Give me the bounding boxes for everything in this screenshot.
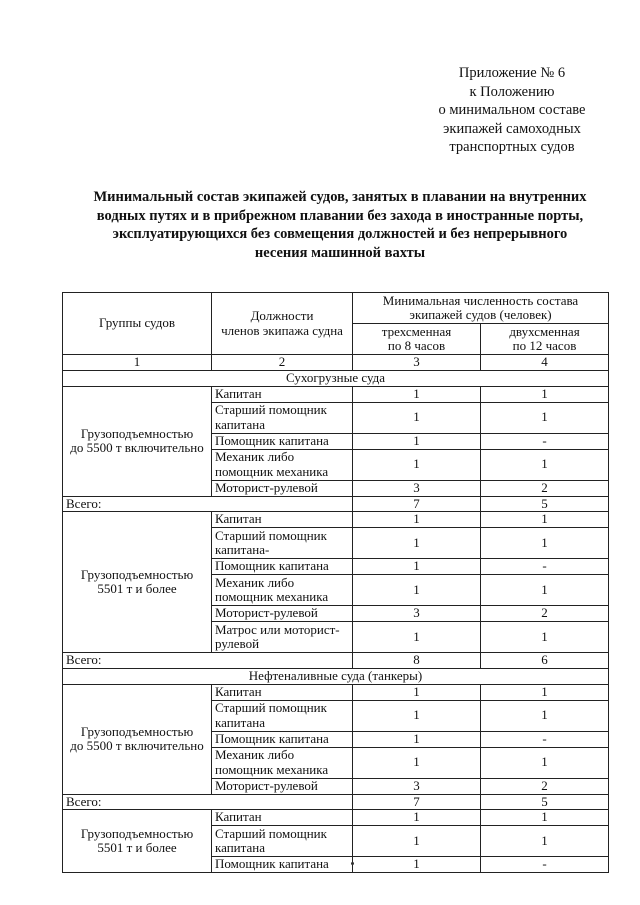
position-cell: Капитан bbox=[212, 512, 353, 528]
title-line: несения машинной вахты bbox=[254, 244, 426, 261]
two-shift-count: 1 bbox=[481, 386, 609, 402]
two-shift-count: 1 bbox=[481, 402, 609, 433]
three-shift-count: 1 bbox=[353, 512, 481, 528]
two-shift-count: 2 bbox=[481, 778, 609, 794]
table-row bbox=[63, 512, 609, 528]
two-shift-count: 1 bbox=[481, 747, 609, 778]
group-name-cell bbox=[63, 386, 212, 496]
group-name-cell bbox=[63, 512, 212, 653]
annex-line: Приложение № 6 bbox=[458, 65, 566, 81]
three-shift-count: 1 bbox=[353, 622, 481, 653]
col-header-groups: Группы судов bbox=[63, 293, 212, 355]
position-cell: Механик либо помощник механика bbox=[212, 575, 353, 606]
three-shift-count: 1 bbox=[353, 810, 481, 826]
two-shift-count: 1 bbox=[481, 684, 609, 700]
position-cell: Старший помощник капитана bbox=[212, 402, 353, 433]
section-title: Нефтеналивные суда (танкеры) bbox=[63, 668, 609, 684]
group-name-line: Грузоподъемностью bbox=[80, 425, 194, 441]
three-shift-count: 1 bbox=[353, 575, 481, 606]
two-shift-count: - bbox=[481, 433, 609, 449]
total-three-shift: 8 bbox=[353, 653, 481, 669]
two-shift-count: 1 bbox=[481, 700, 609, 731]
total-row bbox=[63, 653, 609, 669]
two-shift-count: 2 bbox=[481, 480, 609, 496]
three-shift-count: 3 bbox=[353, 480, 481, 496]
title-line: эксплуатирующихся без совмещения должностей и без непрерывного bbox=[112, 226, 568, 242]
col-header-two-shift: двухсменная по 12 часов bbox=[481, 324, 609, 355]
two-shift-count: 1 bbox=[481, 622, 609, 653]
position-cell: Помощник капитана bbox=[212, 731, 353, 747]
position-cell: Старший помощник капитана- bbox=[212, 528, 353, 559]
three-shift-count: 1 bbox=[353, 747, 481, 778]
title-line: Минимальный состав экипажей судов, занятых в плавании на внутренних bbox=[93, 189, 587, 205]
two-shift-count: 1 bbox=[481, 810, 609, 826]
group-name-line: до 5500 т включительно bbox=[70, 738, 204, 753]
title-line: водных путях и в прибрежном плавании без захода в иностранные порты, bbox=[96, 207, 584, 224]
col-header-three-shift: трехсменная по 8 часов bbox=[353, 324, 481, 355]
annex-line: экипажей самоходных bbox=[443, 120, 581, 137]
document-title bbox=[60, 188, 620, 262]
total-label: Всего: bbox=[63, 496, 353, 512]
two-shift-count: 1 bbox=[481, 575, 609, 606]
section-title: Сухогрузные суда bbox=[63, 370, 609, 386]
group-name-line: Грузоподъемностью bbox=[80, 723, 194, 739]
position-cell: Помощник капитана bbox=[212, 857, 353, 873]
two-shift-count: 2 bbox=[481, 606, 609, 622]
position-cell: Механик либо помощник механика bbox=[212, 449, 353, 480]
two-shift-count: - bbox=[481, 857, 609, 873]
total-three-shift: 7 bbox=[353, 496, 481, 512]
position-cell: Капитан bbox=[212, 386, 353, 402]
group-name-line: 5501 т и более bbox=[97, 581, 177, 596]
two-shift-count: - bbox=[481, 731, 609, 747]
position-cell: Моторист-рулевой bbox=[212, 480, 353, 496]
three-shift-count: 3 bbox=[353, 606, 481, 622]
position-cell: Капитан bbox=[212, 684, 353, 700]
annex-header bbox=[412, 64, 612, 157]
position-cell: Помощник капитана bbox=[212, 433, 353, 449]
group-name-cell bbox=[63, 684, 212, 794]
col-header-min-crew: Минимальная численность состава экипажей судов (человек) bbox=[353, 293, 609, 324]
three-shift-count: 1 bbox=[353, 386, 481, 402]
section-header-row bbox=[63, 668, 609, 684]
section-header-row bbox=[63, 370, 609, 386]
col-number: 3 bbox=[353, 355, 481, 371]
total-label: Всего: bbox=[63, 653, 353, 669]
group-name-line: 5501 т и более bbox=[97, 840, 177, 855]
two-shift-count: 1 bbox=[481, 512, 609, 528]
position-cell: Капитан bbox=[212, 810, 353, 826]
total-two-shift: 5 bbox=[481, 794, 609, 810]
total-three-shift: 7 bbox=[353, 794, 481, 810]
total-two-shift: 6 bbox=[481, 653, 609, 669]
col-number: 2 bbox=[212, 355, 353, 371]
crew-table bbox=[62, 292, 609, 873]
two-shift-count: - bbox=[481, 559, 609, 575]
three-shift-count: 1 bbox=[353, 528, 481, 559]
table-row bbox=[63, 810, 609, 826]
total-row bbox=[63, 496, 609, 512]
three-shift-count: 1 bbox=[353, 826, 481, 857]
col-number: 4 bbox=[481, 355, 609, 371]
col-number: 1 bbox=[63, 355, 212, 371]
group-name-line: Грузоподъемностью bbox=[80, 566, 194, 582]
three-shift-count: 1 bbox=[353, 402, 481, 433]
table-row bbox=[63, 684, 609, 700]
position-cell: Старший помощник капитана bbox=[212, 826, 353, 857]
position-cell: Старший помощник капитана bbox=[212, 700, 353, 731]
position-cell: Моторист-рулевой bbox=[212, 778, 353, 794]
total-row bbox=[63, 794, 609, 810]
three-shift-count: 1 bbox=[353, 449, 481, 480]
three-shift-count: 1 bbox=[353, 433, 481, 449]
two-shift-count: 1 bbox=[481, 449, 609, 480]
three-shift-count: 1 bbox=[353, 731, 481, 747]
position-cell: Моторист-рулевой bbox=[212, 606, 353, 622]
group-name-cell bbox=[63, 810, 212, 873]
three-shift-count: 1 bbox=[353, 857, 481, 873]
column-numbers-row bbox=[63, 355, 609, 371]
position-cell: Помощник капитана bbox=[212, 559, 353, 575]
annex-line: к Положению bbox=[469, 83, 555, 100]
annex-line: транспортных судов bbox=[449, 139, 575, 155]
total-two-shift: 5 bbox=[481, 496, 609, 512]
three-shift-count: 3 bbox=[353, 778, 481, 794]
two-shift-count: 1 bbox=[481, 528, 609, 559]
page-dot bbox=[351, 862, 354, 865]
group-name-line: Грузоподъемностью bbox=[80, 825, 194, 841]
col-header-positions: Должности членов экипажа судна bbox=[212, 293, 353, 355]
annex-line: о минимальном составе bbox=[438, 102, 586, 118]
group-name-line: до 5500 т включительно bbox=[70, 440, 204, 455]
position-cell: Матрос или моторист-рулевой bbox=[212, 622, 353, 653]
total-label: Всего: bbox=[63, 794, 353, 810]
three-shift-count: 1 bbox=[353, 684, 481, 700]
three-shift-count: 1 bbox=[353, 700, 481, 731]
three-shift-count: 1 bbox=[353, 559, 481, 575]
table-row bbox=[63, 386, 609, 402]
position-cell: Механик либо помощник механика bbox=[212, 747, 353, 778]
two-shift-count: 1 bbox=[481, 826, 609, 857]
